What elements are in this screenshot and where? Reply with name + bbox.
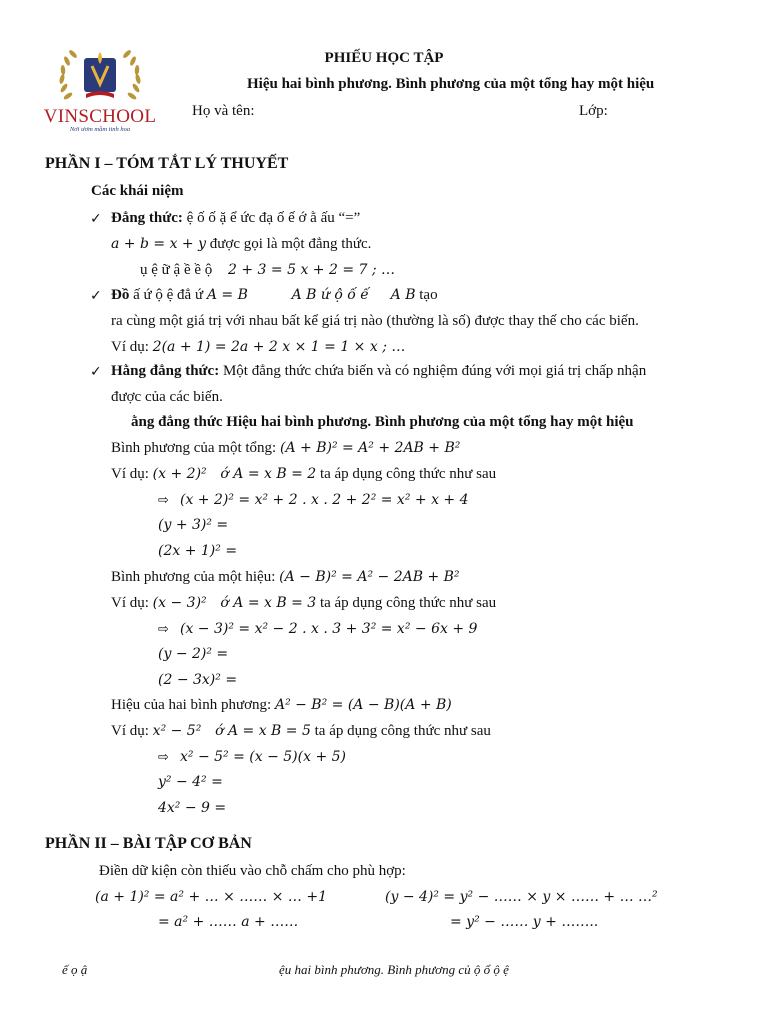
hieu-exercise-2: y² − 4² = (158, 774, 223, 790)
dong-nhat-end: tạo (419, 287, 438, 303)
identical-definition (111, 287, 438, 304)
hieu-example-line (111, 723, 491, 740)
identity-line3-math: 2 + 3 = 5 x + 2 = 7 ; … (228, 262, 396, 278)
arrow-right-icon: ⇨ (158, 622, 169, 637)
diff-example-expr: (x − 3)² (152, 595, 207, 611)
identity-line3 (140, 262, 395, 279)
sum-example-result: (x + 2)² = x² + 2 . x . 2 + 2² = x² + x + 4 (180, 492, 469, 508)
hieu-formula: A² − B² = (A − B)(A + B) (274, 697, 452, 713)
diff-square-label: Bình phương của một hiệu: (111, 569, 276, 585)
sum-exercise-2: (y + 3)² = (158, 517, 229, 533)
arrow-right-icon: ⇨ (158, 493, 169, 508)
sum-square-rule (111, 440, 460, 457)
apply-text: ta áp dụng công thức như sau (314, 723, 491, 739)
diff-exercise-2: (y − 2)² = (158, 646, 229, 662)
identity-text: ệ ố ố ặ ể ức đạ ố ế ớ ằ ấu “=” (186, 210, 361, 226)
hieu-example-mid: ớ A = x B = 5 (215, 723, 311, 739)
identity-line3-text: ụ ệ ữ ậ ề ề ộ (140, 262, 213, 278)
hieu-exercise-3: 4x² − 9 = (158, 800, 227, 816)
example-label: Ví dụ: (111, 339, 149, 355)
identity-example (111, 236, 371, 253)
dong-nhat-example (111, 339, 405, 356)
dong-nhat-line2: ra cùng một giá trị với nhau bất kể giá trị nào (thường là số) được thay thế cho các biến. (111, 313, 639, 329)
exercise-1-line1: (a + 1)² = a² + … × …… × … +1 (95, 889, 327, 905)
dong-nhat-mid: A B ứ ộ ố ế (291, 287, 369, 303)
hieu-rule (111, 697, 452, 714)
diff-square-formula: (A − B)² = A² − 2AB + B² (279, 569, 460, 585)
diff-example-result: (x − 3)² = x² − 2 . x . 3 + 3² = x² − 6x + 9 (180, 621, 478, 637)
subsection-title: ằng đẳng thức Hiệu hai bình phương. Bình phương của một tổng hay một hiệu (131, 414, 634, 430)
dong-nhat-term: Đồ (111, 287, 130, 303)
arrow-right-icon: ⇨ (158, 750, 169, 765)
sum-square-label: Bình phương của một tổng: (111, 440, 277, 456)
hieu-example-result: x² − 5² = (x − 5)(x + 5) (180, 749, 347, 765)
diff-example-line (111, 595, 496, 612)
identity-example-text: được gọi là một đẳng thức. (209, 236, 372, 252)
footer-center: ệu hai bình phương. Bình phương củ ộ ổ ộ ệ (279, 962, 509, 977)
checkmark-icon: ✓ (90, 288, 102, 304)
hang-dang-thuc-term: Hằng đẳng thức: (111, 363, 220, 379)
dong-nhat-math1: A = B (206, 287, 248, 303)
worksheet-title: PHIẾU HỌC TẬP (324, 50, 444, 66)
apply-text: ta áp dụng công thức như sau (319, 466, 497, 482)
class-label: Lớp: (579, 103, 608, 119)
sum-example-expr: (x + 2)² (152, 466, 207, 482)
checkmark-icon: ✓ (90, 364, 102, 380)
identity-definition (111, 210, 360, 227)
diff-square-rule (111, 569, 460, 586)
logo-tagline: Nơi ươm mầm tinh hoa (69, 126, 131, 133)
concepts-title: Các khái niệm (91, 183, 184, 199)
dong-nhat-example-math: 2(a + 1) = 2a + 2 x × 1 = 1 × x ; … (152, 339, 406, 355)
exercise-2-line1: (y − 4)² = y² − …… × y × …… + … …² (385, 889, 658, 905)
exercise-1-line2: = a² + …… a + …… (158, 914, 299, 930)
part2-instruction: Điền dữ kiện còn thiếu vào chỗ chấm cho phù hợp: (99, 863, 406, 879)
identity-term: Đẳng thức: (111, 210, 183, 226)
part2-heading: PHẦN II – BÀI TẬP CƠ BẢN (45, 835, 252, 852)
example-label: Ví dụ: (111, 723, 149, 739)
sum-example-line (111, 466, 496, 483)
name-label: Họ và tên: (192, 103, 255, 119)
example-label: Ví dụ: (111, 595, 149, 611)
exercise-2-line2: = y² − …… y + …….. (450, 914, 599, 930)
example-label: Ví dụ: (111, 466, 149, 482)
worksheet-subtitle: Hiệu hai bình phương. Bình phương của một tổng hay một hiệu (247, 76, 655, 92)
footer-left: ế ọ ậ (62, 962, 88, 977)
dong-nhat-math2: A B (390, 287, 416, 303)
identity-example-eq: a + b = x + y (111, 236, 207, 252)
sum-exercise-3: (2x + 1)² = (158, 543, 238, 559)
apply-text: ta áp dụng công thức như sau (319, 595, 497, 611)
dong-nhat-text: ấ ứ ộ ệ đẳ ứ (133, 287, 204, 303)
checkmark-icon: ✓ (90, 211, 102, 227)
hang-dang-thuc-text: Một đẳng thức chứa biến và có nghiệm đúng với mọi giá trị chấp nhận (222, 363, 647, 379)
sum-square-formula: (A + B)² = A² + 2AB + B² (279, 440, 461, 456)
part1-heading: PHẦN I – TÓM TẮT LÝ THUYẾT (45, 155, 289, 172)
diff-exercise-3: (2 − 3x)² = (158, 672, 238, 688)
hieu-example-expr: x² − 5² (152, 723, 202, 739)
hang-dang-thuc-definition (111, 363, 646, 380)
logo-text: VINSCHOOL (43, 106, 157, 127)
diff-example-mid: ớ A = x B = 3 (220, 595, 317, 611)
sum-example-mid: ớ A = x B = 2 (220, 466, 317, 482)
hang-dang-thuc-line2: được của các biến. (111, 389, 223, 405)
hieu-label: Hiệu của hai bình phương: (111, 697, 272, 713)
